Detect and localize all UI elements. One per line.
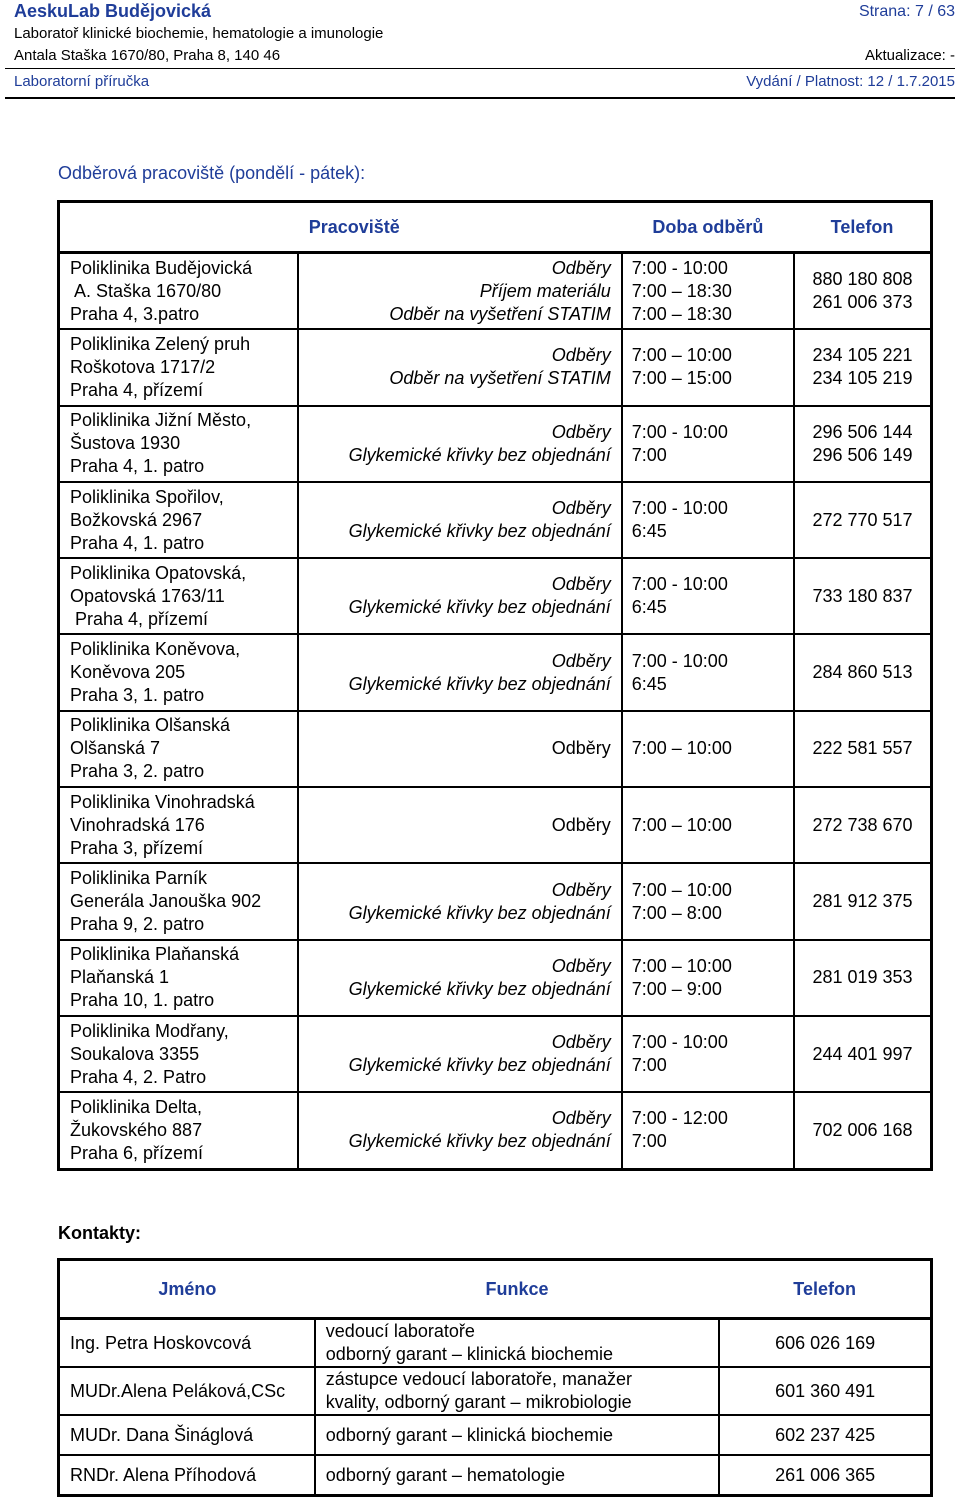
- time-line: 7:00 - 10:00: [631, 1032, 728, 1053]
- workplace-name-line: Poliklinika Budějovická: [70, 257, 253, 278]
- role-line: odborný garant – klinická biochemie: [325, 1424, 613, 1445]
- header-phone: Telefon: [794, 202, 932, 253]
- workplace-name-line: Olšanská 7: [70, 738, 161, 759]
- table-row: [59, 253, 932, 330]
- activity-line: Glykemické křivky bez objednání: [348, 978, 611, 999]
- workplace-name-line: Poliklinika Jižní Město,: [70, 410, 252, 431]
- time-line: 6:45: [631, 597, 667, 618]
- workplace-name-line: Poliklinika Zelený pruh: [70, 333, 251, 354]
- time-line: 7:00: [631, 1055, 667, 1076]
- workplace-phones: [794, 406, 932, 482]
- table-row: [59, 1016, 932, 1092]
- contact-phone: 606 026 169: [719, 1319, 931, 1368]
- workplace-name-line: Praha 3, 2. patro: [70, 761, 205, 782]
- table-row: [59, 329, 932, 405]
- workplace-name: [59, 406, 299, 482]
- time-line: 7:00 – 15:00: [631, 368, 732, 389]
- workplace-name: [59, 863, 299, 939]
- workplace-times: [622, 482, 794, 558]
- workplace-phones: [794, 940, 932, 1016]
- table-row: [59, 787, 932, 863]
- workplace-activities: [298, 558, 622, 634]
- time-line: 7:00 - 10:00: [631, 421, 728, 442]
- table-row: [59, 482, 932, 558]
- time-line: 7:00 – 18:30: [631, 280, 732, 301]
- workplace-name-line: Praha 4, 1. patro: [70, 532, 205, 553]
- workplace-name: [59, 558, 299, 634]
- contact-phone: 602 237 425: [719, 1415, 931, 1455]
- workplaces-table: [57, 200, 933, 1171]
- activity-line: Odběry: [551, 257, 611, 278]
- activity-line: Odběry: [551, 1032, 611, 1053]
- phone-line: 702 006 168: [812, 1119, 913, 1140]
- workplace-name-line: Roškotova 1717/2: [70, 356, 216, 377]
- contact-name: MUDr. Dana Šináglová: [59, 1415, 315, 1455]
- workplace-phones: [794, 1016, 932, 1092]
- workplaces-header-row: [59, 202, 932, 253]
- phone-line: 261 006 373: [812, 292, 913, 313]
- workplace-times: [622, 940, 794, 1016]
- time-line: 7:00 – 10:00: [631, 345, 732, 366]
- workplace-name-line: Poliklinika Delta,: [70, 1096, 203, 1117]
- workplace-name-line: Poliklinika Plaňanská: [70, 944, 240, 965]
- phone-line: 234 105 219: [812, 368, 913, 389]
- header-divider: [5, 68, 955, 69]
- workplace-times: [622, 1016, 794, 1092]
- workplace-name-line: Poliklinika Opatovská,: [70, 562, 247, 583]
- contact-name: Ing. Petra Hoskovcová: [59, 1319, 315, 1368]
- workplace-name-line: Poliklinika Olšanská: [70, 715, 231, 736]
- workplace-name: [59, 253, 299, 330]
- activity-line: Odběry: [551, 1108, 611, 1129]
- workplace-times: [622, 1092, 794, 1169]
- workplace-name: [59, 482, 299, 558]
- workplace-name: [59, 1016, 299, 1092]
- workplace-phones: [794, 711, 932, 787]
- activity-line: Odběry: [551, 498, 611, 519]
- workplace-phones: [794, 253, 932, 330]
- workplace-name: [59, 711, 299, 787]
- workplace-name-line: Žukovského 887: [70, 1119, 203, 1140]
- workplace-times: [622, 634, 794, 710]
- section-title: Odběrová pracoviště (pondělí - pátek):: [58, 163, 366, 183]
- workplace-name-line: A. Staška 1670/80: [70, 280, 222, 301]
- contact-name: MUDr.Alena Peláková,CSc: [59, 1367, 315, 1415]
- phone-line: 272 738 670: [812, 814, 913, 835]
- activity-line: Příjem materiálu: [479, 280, 611, 301]
- contacts-body: [59, 1319, 932, 1496]
- workplace-times: [622, 329, 794, 405]
- workplace-name-line: Praha 4, 2. Patro: [70, 1066, 207, 1087]
- workplace-name-line: Praha 3, 1. patro: [70, 685, 205, 706]
- table-row: [59, 406, 932, 482]
- workplace-activities: [298, 711, 622, 787]
- table-row: [59, 1319, 932, 1368]
- workplace-activities: [298, 634, 622, 710]
- workplace-name-line: Poliklinika Parník: [70, 868, 208, 889]
- time-line: 7:00 - 10:00: [631, 650, 728, 671]
- phone-line: 222 581 557: [812, 738, 913, 759]
- workplace-name-line: Praha 4, přízemí: [70, 379, 204, 400]
- contacts-table: [57, 1258, 933, 1497]
- workplace-name-line: Plaňanská 1: [70, 967, 170, 988]
- workplace-name-line: Šustova 1930: [70, 433, 181, 454]
- workplace-activities: [298, 940, 622, 1016]
- lab-subtitle: Laboratoř klinické biochemie, hematologie a imunologie: [14, 25, 384, 42]
- contacts-header-row: [59, 1260, 932, 1319]
- activity-line: Odběr na vyšetření STATIM: [389, 368, 611, 389]
- time-line: 7:00 - 12:00: [631, 1108, 728, 1129]
- header-address-row: [14, 47, 955, 64]
- time-line: 7:00 – 10:00: [631, 879, 732, 900]
- workplace-name-line: Praha 10, 1. patro: [70, 990, 215, 1011]
- workplace-name: [59, 329, 299, 405]
- time-line: 7:00 – 10:00: [631, 738, 732, 759]
- activity-line: Glykemické křivky bez objednání: [348, 1055, 611, 1076]
- phone-line: 284 860 513: [812, 662, 913, 683]
- table-row: [59, 1092, 932, 1169]
- contact-role: [315, 1415, 719, 1455]
- workplace-times: [622, 406, 794, 482]
- time-line: 6:45: [631, 673, 667, 694]
- activity-line: Odběr na vyšetření STATIM: [389, 303, 611, 324]
- workplace-name-line: Praha 4, 3.patro: [70, 303, 200, 324]
- edition-info: Vydání / Platnost: 12 / 1.7.2015: [746, 73, 955, 90]
- phone-line: 281 019 353: [812, 967, 913, 988]
- time-line: 7:00: [631, 444, 667, 465]
- activity-line: Glykemické křivky bez objednání: [348, 902, 611, 923]
- workplace-activities: [298, 1092, 622, 1169]
- time-line: 7:00 – 10:00: [631, 955, 732, 976]
- role-line: vedoucí laboratoře: [325, 1321, 475, 1341]
- contact-role: [315, 1455, 719, 1496]
- workplace-phones: [794, 558, 932, 634]
- time-line: 7:00 – 8:00: [631, 902, 722, 923]
- workplace-times: [622, 711, 794, 787]
- header-workplace: Pracoviště: [59, 202, 622, 253]
- header-contact-phone: Telefon: [719, 1260, 931, 1319]
- activity-line: Odběry: [551, 574, 611, 595]
- phone-line: 281 912 375: [812, 891, 913, 912]
- workplace-name-line: Poliklinika Vinohradská: [70, 791, 255, 812]
- header-manual-row: [14, 73, 955, 90]
- time-line: 7:00 – 18:30: [631, 303, 732, 324]
- workplace-name-line: Božkovská 2967: [70, 509, 203, 530]
- header-name: Jméno: [59, 1260, 315, 1319]
- workplace-name: [59, 787, 299, 863]
- time-line: 7:00: [631, 1131, 667, 1152]
- workplace-times: [622, 558, 794, 634]
- workplace-name-line: Praha 4, přízemí: [70, 608, 209, 629]
- table-row: [59, 940, 932, 1016]
- contacts-title: Kontakty:: [58, 1223, 142, 1243]
- time-line: 7:00 - 10:00: [631, 257, 728, 278]
- workplace-phones: [794, 863, 932, 939]
- header-lab-name-row: [14, 1, 955, 22]
- contact-phone: 261 006 365: [719, 1455, 931, 1496]
- header-bottom-rule: [5, 97, 955, 99]
- manual-title: Laboratorní příručka: [14, 73, 150, 90]
- workplace-name: [59, 1092, 299, 1169]
- table-row: [59, 1455, 932, 1496]
- phone-line: 296 506 149: [812, 444, 913, 465]
- table-row: [59, 1415, 932, 1455]
- workplace-name-line: Poliklinika Koněvova,: [70, 639, 241, 660]
- activity-line: Glykemické křivky bez objednání: [348, 673, 611, 694]
- activity-line: Glykemické křivky bez objednání: [348, 1131, 611, 1152]
- activity-line: Odběry: [551, 814, 611, 835]
- phone-line: 234 105 221: [812, 345, 913, 366]
- activity-line: Glykemické křivky bez objednání: [348, 597, 611, 618]
- activity-line: Odběry: [551, 650, 611, 671]
- workplace-phones: [794, 787, 932, 863]
- role-line: zástupce vedoucí laboratoře, manažer: [325, 1369, 632, 1389]
- workplace-phones: [794, 482, 932, 558]
- contact-phone: 601 360 491: [719, 1367, 931, 1415]
- workplace-phones: [794, 634, 932, 710]
- phone-line: 244 401 997: [812, 1043, 913, 1064]
- phone-line: 733 180 837: [812, 585, 913, 606]
- activity-line: Odběry: [551, 955, 611, 976]
- workplace-activities: [298, 482, 622, 558]
- table-row: [59, 711, 932, 787]
- activity-line: Odběry: [551, 421, 611, 442]
- activity-line: Odběry: [551, 879, 611, 900]
- workplace-activities: [298, 787, 622, 863]
- phone-line: 880 180 808: [812, 269, 913, 290]
- table-row: [59, 558, 932, 634]
- workplace-name-line: Vinohradská 176: [70, 814, 205, 835]
- time-line: 7:00 – 10:00: [631, 814, 732, 835]
- lab-address: Antala Staška 1670/80, Praha 8, 140 46: [14, 47, 281, 64]
- time-line: 7:00 – 9:00: [631, 978, 722, 999]
- workplaces-body: [59, 253, 932, 1170]
- workplace-name-line: Poliklinika Spořilov,: [70, 486, 224, 507]
- workplace-activities: [298, 329, 622, 405]
- workplace-name-line: Poliklinika Modřany,: [70, 1020, 229, 1041]
- workplace-name-line: Praha 3, přízemí: [70, 837, 204, 858]
- workplace-activities: [298, 253, 622, 330]
- workplace-name-line: Koněvova 205: [70, 662, 186, 683]
- role-line: odborný garant – klinická biochemie: [325, 1344, 613, 1364]
- workplace-name-line: Praha 9, 2. patro: [70, 914, 205, 935]
- phone-line: 296 506 144: [812, 421, 913, 442]
- lab-name: AeskuLab Budějovická: [14, 1, 212, 21]
- page-number: Strana: 7 / 63: [858, 3, 955, 20]
- contact-role: [315, 1319, 719, 1368]
- table-row: [59, 1367, 932, 1415]
- role-line: odborný garant – hematologie: [325, 1464, 565, 1485]
- workplace-name: [59, 940, 299, 1016]
- workplace-activities: [298, 1016, 622, 1092]
- phone-line: 272 770 517: [812, 509, 913, 530]
- workplace-name-line: Soukalova 3355: [70, 1043, 200, 1064]
- workplace-name-line: Praha 6, přízemí: [70, 1142, 204, 1163]
- table-row: [59, 634, 932, 710]
- time-line: 7:00 - 10:00: [631, 574, 728, 595]
- workplace-activities: [298, 863, 622, 939]
- header-subtitle-row: [14, 25, 955, 42]
- workplace-name-line: Generála Janouška 902: [70, 891, 262, 912]
- time-line: 6:45: [631, 521, 667, 542]
- header-role: Funkce: [315, 1260, 719, 1319]
- contact-role: [315, 1367, 719, 1415]
- activity-line: Glykemické křivky bez objednání: [348, 444, 611, 465]
- activity-line: Glykemické křivky bez objednání: [348, 521, 611, 542]
- activity-line: Odběry: [551, 345, 611, 366]
- role-line: kvality, odborný garant – mikrobiologie: [325, 1392, 632, 1412]
- workplace-phones: [794, 1092, 932, 1169]
- workplace-name: [59, 634, 299, 710]
- contact-name: RNDr. Alena Příhodová: [59, 1455, 315, 1496]
- header-time: Doba odběrů: [622, 202, 794, 253]
- activity-line: Odběry: [551, 738, 611, 759]
- workplace-times: [622, 787, 794, 863]
- workplace-activities: [298, 406, 622, 482]
- update-info: Aktualizace: -: [864, 47, 955, 64]
- table-row: [59, 863, 932, 939]
- workplace-name-line: Opatovská 1763/11: [70, 585, 225, 606]
- workplace-times: [622, 863, 794, 939]
- time-line: 7:00 - 10:00: [631, 498, 728, 519]
- workplace-name-line: Praha 4, 1. patro: [70, 456, 205, 477]
- workplace-phones: [794, 329, 932, 405]
- workplace-times: [622, 253, 794, 330]
